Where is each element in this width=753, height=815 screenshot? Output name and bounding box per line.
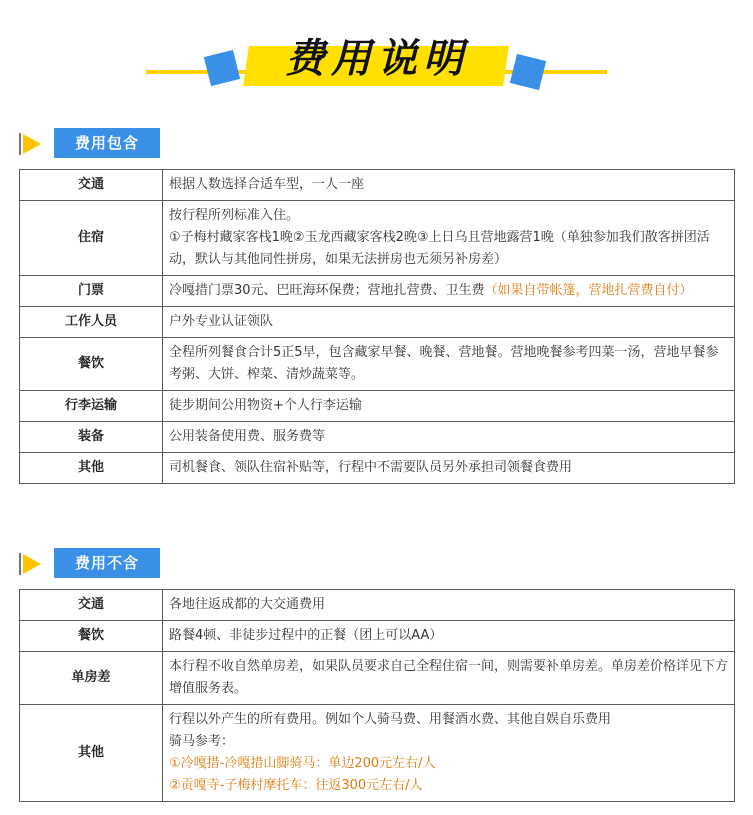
section-label-included: 费用包含 [54, 128, 160, 158]
page-title: 费用说明 [285, 36, 469, 82]
table-row [20, 422, 735, 453]
title-decor-square-left [204, 50, 240, 86]
row-description: 各地往返成都的大交通费用 [163, 590, 735, 621]
row-description: 全程所列餐食合计5正5早，包含藏家早餐、晚餐、营地餐。营地晚餐参考四菜一汤，营地早餐参考粥、大饼、榨菜、清炒蔬菜等。 [163, 338, 735, 391]
row-label: 交通 [20, 590, 163, 621]
row-label: 装备 [20, 422, 163, 453]
table-row [20, 621, 735, 652]
row-description: 根据人数选择合适车型，一人一座 [163, 170, 735, 201]
row-description: 户外专业认证领队 [163, 307, 735, 338]
row-label: 交通 [20, 170, 163, 201]
table-row [20, 453, 735, 484]
table-row [20, 201, 735, 276]
play-arrow-icon [19, 552, 47, 576]
row-label: 其他 [20, 705, 163, 802]
title-banner [0, 0, 753, 120]
highlight-note: （如果自带帐篷，营地扎营费自付） [484, 283, 693, 298]
row-description: 徒步期间公用物资+个人行李运输 [163, 391, 735, 422]
table-row [20, 590, 735, 621]
table-row [20, 705, 735, 802]
table-row [20, 307, 735, 338]
row-label: 工作人员 [20, 307, 163, 338]
row-label: 单房差 [20, 652, 163, 705]
row-description: 路餐4顿、非徒步过程中的正餐（团上可以AA） [163, 621, 735, 652]
table-row [20, 652, 735, 705]
row-description: 行程以外产生的所有费用。例如个人骑马费、用餐酒水费、其他自娱自乐费用 骑马参考： ①冷嘎措-冷嘎措山脚骑马：单边200元左右/人 ②贡嘎寺-子梅村摩托车：往返300元左右/人 [163, 705, 735, 802]
row-label: 门票 [20, 276, 163, 307]
table-row [20, 338, 735, 391]
section-label-excluded: 费用不含 [54, 548, 160, 578]
row-description: 本行程不收自然单房差，如果队员要求自己全程住宿一间，则需要补单房差。单房差价格详见下方增值服务表。 [163, 652, 735, 705]
play-arrow-icon [19, 132, 47, 156]
row-description: 按行程所列标准入住。 ①子梅村藏家客栈1晚②玉龙西藏家客栈2晚③上日乌且营地露营1晚（单独参加我们散客拼团活动，默认与其他同性拼房，如果无法拼房也无须另补房差） [163, 201, 735, 276]
row-label: 餐饮 [20, 621, 163, 652]
table-row [20, 391, 735, 422]
included-fee-table [19, 169, 735, 484]
row-label: 餐饮 [20, 338, 163, 391]
table-row [20, 276, 735, 307]
row-label: 住宿 [20, 201, 163, 276]
excluded-fee-table [19, 589, 735, 802]
row-label: 行李运输 [20, 391, 163, 422]
highlight-note: ①冷嘎措-冷嘎措山脚骑马：单边200元左右/人 [169, 756, 436, 771]
row-label: 其他 [20, 453, 163, 484]
row-description: 公用装备使用费、服务费等 [163, 422, 735, 453]
row-description: 司机餐食、领队住宿补贴等，行程中不需要队员另外承担司领餐食费用 [163, 453, 735, 484]
table-row [20, 170, 735, 201]
highlight-note: ②贡嘎寺-子梅村摩托车：往返300元左右/人 [169, 778, 423, 793]
row-description: 冷嘎措门票30元、巴旺海环保费；营地扎营费、卫生费（如果自带帐篷，营地扎营费自付） [163, 276, 735, 307]
title-decor-square-right [510, 54, 546, 90]
